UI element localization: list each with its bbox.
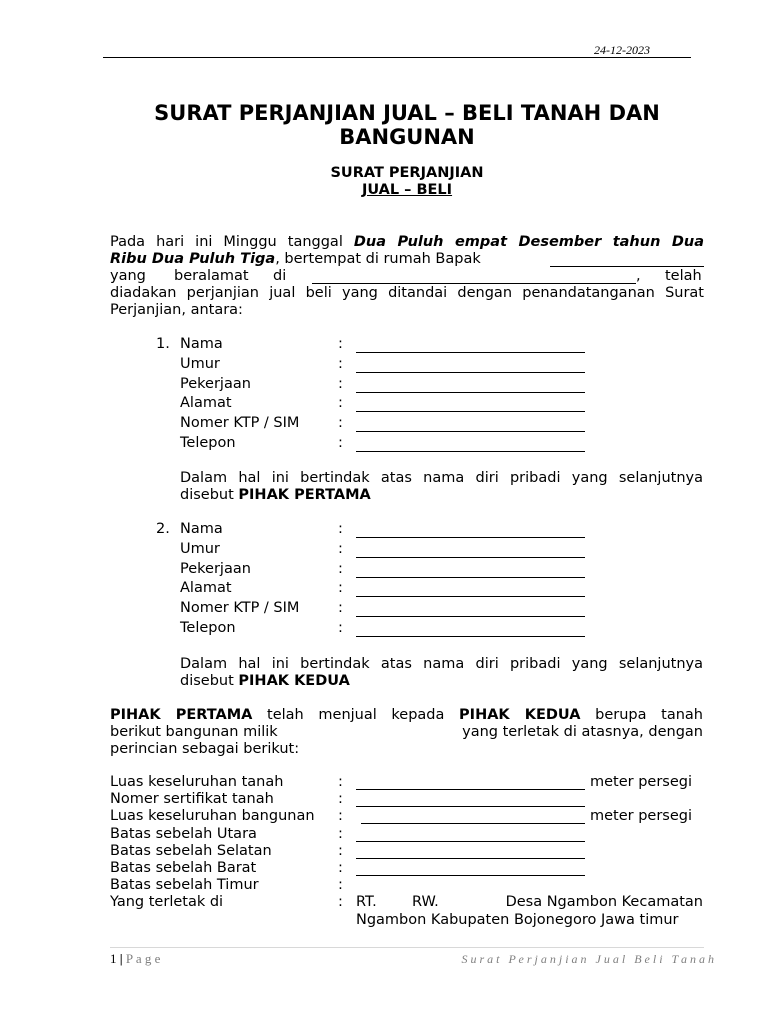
- barat-blank[interactable]: [356, 860, 585, 876]
- party1-umur-blank[interactable]: [356, 356, 585, 373]
- details-row-luas-bangunan: Luas keseluruhan bangunan : meter persegi: [110, 808, 693, 825]
- party2-nama-blank[interactable]: [356, 521, 585, 538]
- details-table: [110, 774, 710, 929]
- details-row-selatan: Batas sebelah Selatan :: [110, 843, 710, 860]
- utara-blank[interactable]: [356, 826, 585, 842]
- address-blank[interactable]: [312, 268, 636, 284]
- party1-desc-line-1: Dalam hal ini bertindak atas nama diri pribadi yang selanjutnya: [180, 470, 703, 486]
- footer-page: 1 | P a g e: [110, 951, 161, 966]
- subtitle-line-1: SURAT PERJANJIAN: [330, 165, 484, 181]
- party1-ktp-blank[interactable]: [356, 415, 585, 432]
- party1-nama-blank[interactable]: [356, 336, 585, 353]
- party1-row-umur: Umur :: [180, 356, 600, 376]
- intro-line-2: Ribu Dua Puluh Tiga, bertempat di rumah Bapak: [110, 251, 704, 268]
- header-date: 24-12-2023: [594, 43, 650, 57]
- details-row-luas-tanah: Luas keseluruhan tanah : meter persegi: [110, 774, 693, 790]
- subtitle-line-2: JUAL – BELI: [361, 182, 453, 198]
- party1-desc-line-2: disebut PIHAK PERTAMA: [180, 487, 371, 503]
- party1-telepon-blank[interactable]: [356, 435, 585, 452]
- party1-row-ktp: Nomer KTP / SIM :: [180, 415, 600, 435]
- party1-number: 1.: [156, 336, 170, 352]
- intro-line-4: diadakan perjanjian jual beli yang ditandai dengan penandatanganan Surat: [110, 285, 704, 301]
- party2-row-ktp: Nomer KTP / SIM :: [180, 600, 600, 620]
- party2-row-pekerjaan: Pekerjaan :: [180, 561, 600, 581]
- party2-fields: [180, 521, 600, 640]
- party2-row-telepon: Telepon :: [180, 620, 600, 640]
- details-row-barat: Batas sebelah Barat :: [110, 860, 710, 877]
- intro-line-3: yang beralamat di , telah: [110, 268, 702, 284]
- party2-alamat-blank[interactable]: [356, 580, 585, 597]
- party2-row-umur: Umur :: [180, 541, 600, 561]
- details-row-timur: Batas sebelah Timur :: [110, 877, 343, 894]
- party2-number: 2.: [156, 521, 170, 537]
- party1-row-nama: Nama :: [180, 336, 600, 356]
- party1-row-alamat: Alamat :: [180, 395, 600, 415]
- selatan-blank[interactable]: [356, 843, 585, 859]
- document-subtitle: [110, 165, 704, 199]
- party2-row-alamat: Alamat :: [180, 580, 600, 600]
- party1-fields: [180, 336, 600, 455]
- sertifikat-blank[interactable]: [356, 791, 585, 807]
- party1-alamat-blank[interactable]: [356, 395, 585, 412]
- luas-bangunan-blank[interactable]: [361, 808, 585, 824]
- party2-desc-line-2: disebut PIHAK KEDUA: [180, 673, 350, 689]
- party2-row-nama: Nama :: [180, 521, 600, 541]
- details-row-lokasi: Yang terletak di : RT. RW. Desa Ngambon Kecamatan: [110, 894, 703, 911]
- luas-tanah-blank[interactable]: [356, 774, 585, 790]
- party2-umur-blank[interactable]: [356, 541, 585, 558]
- party1-pekerjaan-blank[interactable]: [356, 376, 585, 393]
- sale-line-3: perincian sebagai berikut:: [110, 741, 300, 757]
- intro-line-1: Pada hari ini Minggu tanggal Dua Puluh empat Desember tahun Dua: [110, 234, 704, 250]
- title-line-1: SURAT PERJANJIAN JUAL – BELI TANAH DAN: [154, 101, 660, 125]
- sale-line-1: PIHAK PERTAMA telah menjual kepada PIHAK KEDUA berupa tanah: [110, 707, 703, 723]
- party2-desc-line-1: Dalam hal ini bertindak atas nama diri pribadi yang selanjutnya: [180, 656, 703, 672]
- owner-name-blank[interactable]: [550, 251, 704, 267]
- details-row-utara: Batas sebelah Utara :: [110, 826, 710, 843]
- sale-line-2: berikut bangunan milik yang terletak di atasnya, dengan: [110, 724, 703, 740]
- footer-doc-title: S u r a t P e r j a n j i a n J u a l B e l i T a n a h: [461, 952, 714, 966]
- intro-line-5: Perjanjian, antara:: [110, 302, 243, 318]
- party2-ktp-blank[interactable]: [356, 600, 585, 617]
- title-line-2: BANGUNAN: [339, 125, 475, 149]
- document-title: [110, 101, 704, 149]
- details-row-sertifikat: Nomer sertifikat tanah :: [110, 791, 710, 808]
- party1-row-telepon: Telepon :: [180, 435, 600, 455]
- header-rule: [103, 57, 691, 58]
- party1-row-pekerjaan: Pekerjaan :: [180, 376, 600, 396]
- details-row-lokasi-cont: Ngambon Kabupaten Bojonegoro Jawa timur: [356, 911, 679, 928]
- party2-telepon-blank[interactable]: [356, 620, 585, 637]
- party2-pekerjaan-blank[interactable]: [356, 561, 585, 578]
- footer-rule: [110, 947, 704, 948]
